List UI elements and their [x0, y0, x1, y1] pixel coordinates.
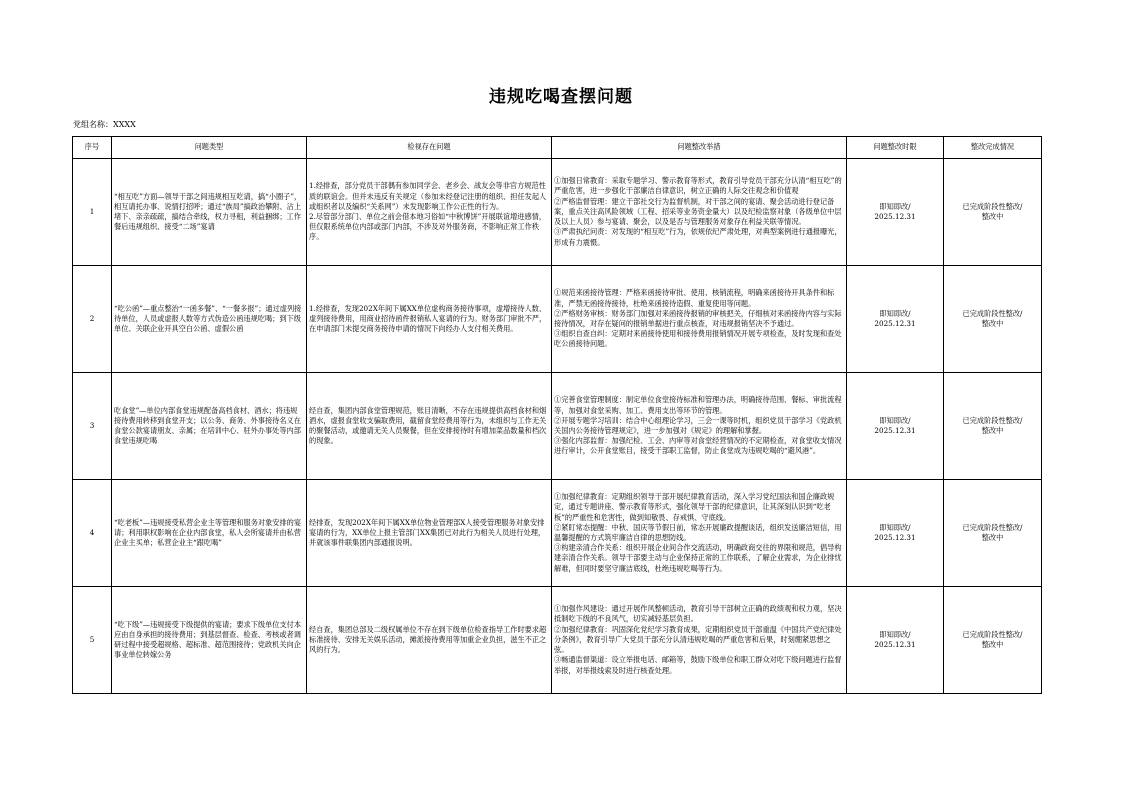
rectification-measures-text: ①规范来函接待管理：严格来函接待审批、使用、核销流程，明确来函接待开具条件和标准，严禁无函接待接待，杜绝来函接待造假、重复使用等问题。 — [554, 288, 835, 308]
rectification-measures-text: ①加强日常教育：采取专题学习、警示教育等形式，教育引导党员干部充分认清“相互吃”的严重危害，进一步强化干部廉洁自律意识，树立正确的人际交往观念和价值观 — [554, 176, 842, 196]
table-row — [73, 480, 1042, 587]
existing-issue-cell — [307, 266, 552, 373]
existing-issue-cell — [307, 587, 552, 694]
existing-issue-cell — [307, 373, 552, 480]
rectification-measures-text: ②紧盯常态提醒：中秋、国庆等节假日前，常态开展廉政提醒谈话，组织发送廉洁短信，用温馨提醒的方式筑牢廉洁自律的思想防线。 — [554, 522, 842, 542]
header-issue: 检视存在问题 — [307, 137, 552, 159]
problem-type-cell — [112, 587, 307, 694]
problem-type-cell — [112, 266, 307, 373]
completion-status-text: 已完成阶段性整改/ — [962, 522, 1023, 532]
rectification-deadline-text: 即知即改/ — [879, 629, 911, 639]
rectification-deadline-cell — [847, 159, 944, 266]
rectification-measures-text: ③严肃执纪问责：对发现的“相互吃”行为，依规依纪严肃处理，对典型案例进行通报曝光，形成有力震慑。 — [554, 227, 842, 247]
row-number-text: 3 — [89, 420, 95, 430]
problem-type-text: “吃老板”—违规接受私营企业主等管理和服务对象安排的宴请；利用职权影响在企业内部食堂，私人会所宴请并由私营企业主买单；私营企业主“跟吃喝” — [114, 517, 302, 548]
rectification-deadline-cell — [847, 373, 944, 480]
completion-status-text: 已完成阶段性整改/ — [962, 308, 1023, 318]
existing-issue-cell — [307, 480, 552, 587]
completion-status-text: 已完成阶段性整改/ — [962, 201, 1023, 211]
rectification-measures-text: ②严格监督管理：建立干部社交行为监督机制，对干部之间的宴请、聚会活动进行登记备案，重点关注高风险领域（工程、招采等业务资金量大）以及纪检监察对象（各级单位中层及以上人员）参与宴请、聚会，以及是否与管理服务对象存在利益关联等情况。 — [554, 196, 842, 227]
rectification-deadline-text: 2025.12.31 — [874, 640, 916, 649]
header-no: 序号 — [73, 137, 112, 159]
row-number-text: 4 — [89, 527, 95, 537]
completion-status-cell — [944, 373, 1042, 480]
row-number-cell — [73, 480, 112, 587]
problem-type-cell — [112, 159, 307, 266]
completion-status-cell — [944, 266, 1042, 373]
rectification-measures-text: ②开展专题学习培训：结合中心组理论学习，三会一课等时机，组织党员干部学习《党政机关国内公务接待管理规定》，进一步加强对《规定》的理解和掌握。 — [554, 415, 842, 435]
completion-status-text: 整改中 — [981, 426, 1004, 435]
table-row — [73, 587, 1042, 694]
problem-type-cell — [112, 480, 307, 587]
page-title: 违规吃喝查摆问题 — [489, 87, 633, 107]
existing-issue-text: 经排查，发现202X年间下属XX单位物业管理部X人接受管理服务对象安排宴请的行为，XX单位上报主管部门XX集团已对此行为相关人员进行处理，并就该事件联集团内部通报说明。 — [309, 517, 546, 548]
row-number-cell — [73, 587, 112, 694]
rectification-deadline-text: 即知即改/ — [879, 522, 911, 532]
rectification-deadline-cell — [847, 266, 944, 373]
rectification-deadline-cell — [847, 480, 944, 587]
row-number-text: 5 — [89, 634, 95, 644]
rectification-measures-cell — [552, 373, 847, 480]
header-type: 问题类型 — [112, 137, 307, 159]
rectification-measures-text: ③畅通监督渠道：设立举报电话、邮箱等，鼓励下级单位和职工群众对吃下级问题进行监督举报，对举报线索及时进行核查处理。 — [554, 655, 842, 675]
problem-type-text: 吃食堂”—单位内部食堂违规配备高档食材、酒水；将违规接待费用转移到食堂开支；以公务、商务、外事接待名义在食堂公款宴请朋友、亲属；在培训中心、驻外办事处等内部食堂违规吃喝 — [114, 405, 301, 446]
rectification-deadline-text: 2025.12.31 — [874, 319, 916, 328]
rectification-measures-text: ②加强纪律教育：巩固深化党纪学习教育成果，定期组织党员干部重温《中国共产党纪律处分条例》，教育引导广大党员干部充分认清违规吃喝的严重危害和后果，时刻绷紧思想之弦。 — [554, 624, 842, 655]
rectification-measures-text: ①加强纪律教育：定期组织领导干部开展纪律教育活动，深入学习党纪国法和国企廉政规定，通过专题讲座、警示教育等形式，强化领导干部的纪律意识，让其深刻认识到“吃老板”的严重性和危害性，做到知敬畏、存戒惧、守底线。 — [554, 492, 835, 522]
rectification-measures-text: ②严格财务审核：财务部门加强对来函接待报销的审核把关，仔细核对来函接待内容与实际接待情况，对存在疑问的报销单据进行重点核查，对违规报销坚决不予通过。 — [554, 308, 842, 328]
rectification-measures-text: ①完善食堂管理制度：制定单位食堂接待标准和管理办法，明确接待范围、餐标、审批流程等，加强对食堂采购、加工、费用支出等环节的管理。 — [554, 395, 842, 415]
completion-status-cell — [944, 480, 1042, 587]
table-row — [73, 266, 1042, 373]
rectification-deadline-text: 2025.12.31 — [874, 212, 916, 221]
completion-status-cell — [944, 159, 1042, 266]
rectification-measures-text: ③强化内部监督：加强纪检、工会、内审等对食堂经营情况的不定期检查，对食堂收支情况进行审计，公开食堂账目，接受干部职工监督，防止食堂成为违规吃喝的“避风港”。 — [554, 436, 842, 456]
rectification-measures-cell — [552, 480, 847, 587]
existing-issue-text: 1.经排查，发现202X年间下属XX单位虚构商务接待事项，虚增接待人数、虚列接待费用，用商业招待函件报销私人宴请的行为。财务部门审批不严，在申请部门未提交商务接待申请的情况下向经办人支付相关费用。 — [309, 303, 547, 334]
rectification-deadline-text: 即知即改/ — [879, 415, 911, 425]
rectification-measures-text: ①加强作风建设：通过开展作风整顿活动，教育引导干部树立正确的政绩观和权力观，坚决抵制吃下级的不良风气，切实减轻基层负担。 — [554, 604, 842, 624]
completion-status-text: 已完成阶段性整改/ — [962, 415, 1023, 425]
row-number-cell — [73, 373, 112, 480]
table-header-row — [73, 137, 1042, 159]
table-row — [73, 373, 1042, 480]
problem-type-text: “相互吃”方面—领导干部之间违规相互吃请，搞“小圈子”，相互请托办事、说情打招呼；通过“族局”搞政治攀附、沾上堵下、亲亲疏疏，搞结合牵线，权力寻租，利益捆绑；工作餐后违规组织、接受“二场”宴请 — [114, 191, 302, 232]
completion-status-cell — [944, 587, 1042, 694]
existing-issue-text: 经自查，集团总部及二级权属单位不存在到下级单位检查指导工作时要求超标准接待、安排无关娱乐活动，摊派接待费用等加重企业负担，滋生不正之风的行为。 — [309, 624, 547, 655]
problem-type-text: “吃公函”—重点整治“一函多餐”、“一餐多报”；通过虚列接待单位，人员或虚报人数等方式伪造公函违规吃喝；到下级单位、关联企业开具空白公函、虚假公函 — [114, 303, 302, 334]
problem-type-text: “吃下级”—违规接受下级提供的宴请；要求下级单位支付本应由自身承担的接待费用；到基层督查、检查、考核或者调研过程中接受超规格、超标准、超范围接待；党政机关向企事业单位转嫁公务 — [114, 619, 302, 660]
existing-issue-text: 2.尽管部分部门、单位之前会借本地习俗如“中秋博饼”开展联谊增进感情，但仅限系统单位内部或部门内部，不涉及对外服务商，不影响正常工作秩序。 — [309, 212, 547, 242]
existing-issue-text: 经自查，集团内部食堂管理规范，账目清晰，不存在违规提供高档食材和烟酒水，虚报食堂收支骗取费用，截留食堂经费用等行为，未组织与工作无关的聚餐活动，或邀请无关人员聚餐，但在安排接待时有增加菜品数量和档次的现象。 — [309, 405, 547, 446]
row-number-text: 1 — [89, 206, 95, 216]
completion-status-text: 整改中 — [981, 533, 1004, 542]
header-status: 整改完成情况 — [944, 137, 1042, 159]
completion-status-text: 整改中 — [981, 212, 1004, 221]
row-number-text: 2 — [89, 313, 95, 323]
rectification-measures-text: ③构建亲清合作关系：组织开展企业间合作交流活动，明确政商交往的界限和规范，倡导构建亲清合作关系。领导干部要主动与企业保持正常的工作联系，了解企业需求，为企业排忧解难，但同时要坚守廉洁底线，杜绝违规吃喝等行为。 — [554, 543, 842, 573]
header-deadline: 问题整改时限 — [847, 137, 944, 159]
rectification-deadline-cell — [847, 587, 944, 694]
existing-issue-text: 1.经排查，部分党员干部偶有参加同学会、老乡会、战友会等非官方规范性质的联谊会。但并未违反有关规定（参加未经登记注册的组织、担任发起人或组织者以及编织“关系网”）未发现影响工作公正性的行为。 — [309, 181, 547, 211]
rectification-deadline-text: 即知即改/ — [879, 308, 911, 318]
issues-table — [72, 136, 1042, 694]
rectification-deadline-text: 2025.12.31 — [874, 426, 916, 435]
row-number-cell — [73, 159, 112, 266]
existing-issue-cell — [307, 159, 552, 266]
rectification-measures-cell — [552, 159, 847, 266]
party-group-name: 党组名称：XXXX — [73, 120, 136, 129]
rectification-measures-text: ③组织自查自纠：定期对来函接待使用和接待费用报销情况开展专项检查，及时发现和查处吃公函接待问题。 — [554, 329, 842, 349]
rectification-measures-cell — [552, 587, 847, 694]
problem-type-cell — [112, 373, 307, 480]
completion-status-text: 整改中 — [981, 319, 1004, 328]
rectification-deadline-text: 2025.12.31 — [874, 533, 916, 542]
completion-status-text: 已完成阶段性整改/ — [962, 629, 1023, 639]
completion-status-text: 整改中 — [981, 640, 1004, 649]
row-number-cell — [73, 266, 112, 373]
rectification-measures-cell — [552, 266, 847, 373]
header-measures: 问题整改举措 — [552, 137, 847, 159]
rectification-deadline-text: 即知即改/ — [879, 201, 911, 211]
table-row — [73, 159, 1042, 266]
